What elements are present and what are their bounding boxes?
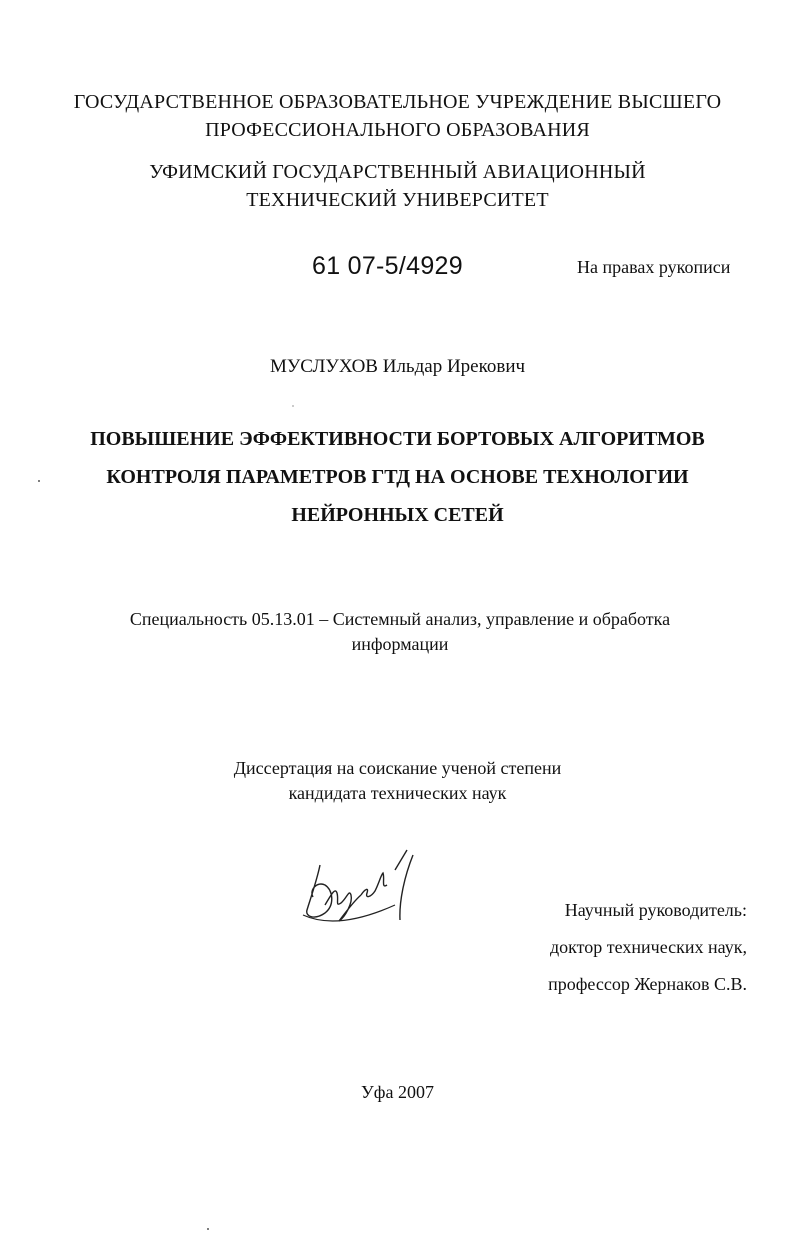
manuscript-rights-note: На правах рукописи bbox=[577, 257, 731, 277]
supervisor-degree: доктор технических наук, bbox=[550, 937, 747, 957]
specialty-line-1: Специальность 05.13.01 – Системный анализ, управление и обработка bbox=[129, 609, 671, 629]
specialty-line-2: информации bbox=[351, 634, 449, 654]
institution-line-1: ГОСУДАРСТВЕННОЕ ОБРАЗОВАТЕЛЬНОЕ УЧРЕЖДЕНИЕ ВЫСШЕГО bbox=[73, 91, 722, 113]
supervisor-role: Научный руководитель: bbox=[564, 900, 747, 920]
scan-speck bbox=[38, 480, 40, 482]
city-year: Уфа 2007 bbox=[361, 1082, 434, 1102]
author-signature bbox=[295, 845, 425, 930]
title-line-1: ПОВЫШЕНИЕ ЭФФЕКТИВНОСТИ БОРТОВЫХ АЛГОРИТМОВ bbox=[90, 428, 705, 450]
title-line-3: НЕЙРОННЫХ СЕТЕЙ bbox=[291, 504, 504, 526]
catalog-code: 61 07-5/4929 bbox=[312, 252, 463, 280]
institution-header bbox=[0, 88, 795, 144]
dissertation-title bbox=[0, 420, 795, 534]
scan-speck bbox=[207, 1228, 209, 1230]
degree-line-1: Диссертация на соискание ученой степени bbox=[233, 758, 562, 778]
title-line-2: КОНТРОЛЯ ПАРАМЕТРОВ ГТД НА ОСНОВЕ ТЕХНОЛОГИИ bbox=[106, 466, 689, 488]
supervisor-name: профессор Жернаков С.В. bbox=[548, 974, 747, 994]
university-name bbox=[0, 158, 795, 214]
degree-line-2: кандидата технических наук bbox=[288, 783, 507, 803]
specialty bbox=[100, 607, 700, 657]
university-line-2: ТЕХНИЧЕСКИЙ УНИВЕРСИТЕТ bbox=[246, 189, 549, 211]
degree-statement bbox=[0, 756, 795, 806]
author-name: МУСЛУХОВ Ильдар Ирекович bbox=[269, 356, 526, 377]
scan-speck bbox=[292, 405, 294, 407]
institution-line-2: ПРОФЕССИОНАЛЬНОГО ОБРАЗОВАНИЯ bbox=[205, 119, 590, 141]
university-line-1: УФИМСКИЙ ГОСУДАРСТВЕННЫЙ АВИАЦИОННЫЙ bbox=[149, 161, 646, 183]
